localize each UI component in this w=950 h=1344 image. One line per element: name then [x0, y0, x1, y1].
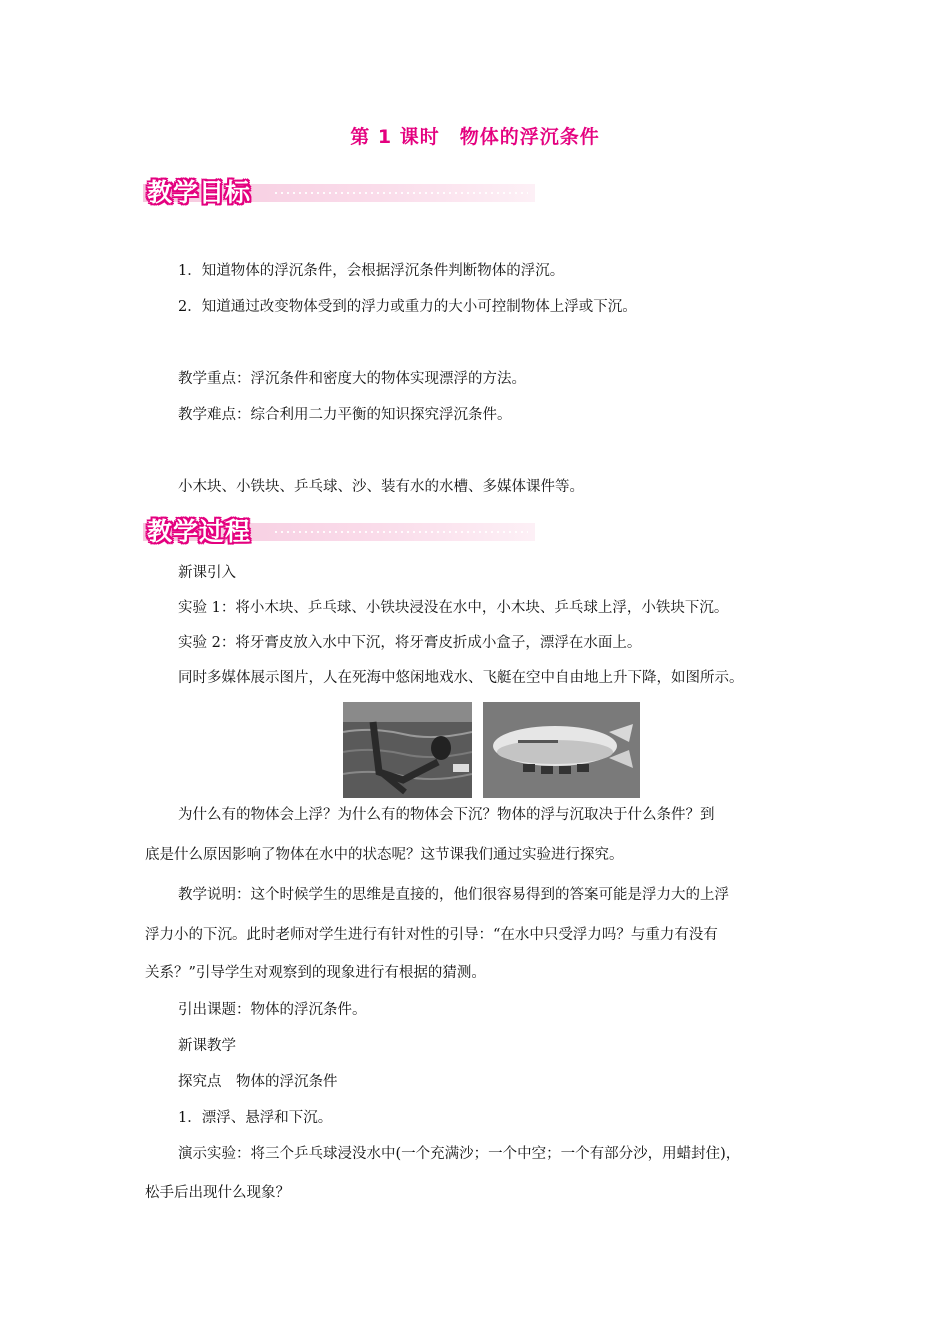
note-line-3: 关系？”引导学生对观察到的现象进行有根据的猜测。 [145, 965, 486, 981]
key-point: 教学重点：浮沉条件和密度大的物体实现漂浮的方法。 [178, 371, 526, 387]
banner-dots [273, 192, 528, 194]
question-line-1: 为什么有的物体会上浮？为什么有的物体会下沉？物体的浮与沉取决于什么条件？到 [178, 807, 715, 823]
materials: 小木块、小铁块、乒乓球、沙、装有水的水槽、多媒体课件等。 [178, 479, 584, 495]
demo-line-1: 演示实验：将三个乒乓球浸没水中(一个充满沙；一个中空；一个有部分沙，用蜡封住)， [178, 1146, 741, 1162]
media-description: 同时多媒体展示图片，人在死海中悠闲地戏水、飞艇在空中自由地上升下降，如图所示。 [178, 670, 744, 686]
demo-line-2: 松手后出现什么现象？ [145, 1185, 290, 1201]
intro-heading: 新课引入 [178, 565, 236, 581]
question-line-2: 底是什么原因影响了物体在水中的状态呢？这节课我们通过实验进行探究。 [145, 847, 624, 863]
note-line-1: 教学说明：这个时候学生的思维是直接的，他们很容易得到的答案可能是浮力大的上浮 [178, 887, 729, 903]
objective-1: 1．知道物体的浮沉条件，会根据浮沉条件判断物体的浮沉。 [178, 263, 565, 279]
item-1: 1．漂浮、悬浮和下沉。 [178, 1110, 333, 1126]
dead-sea-photo [343, 702, 472, 798]
teaching-heading: 新课教学 [178, 1038, 236, 1054]
experiment-1: 实验 1：将小木块、乒乓球、小铁块浸没在水中，小木块、乒乓球上浮，小铁块下沉。 [178, 600, 729, 616]
note-line-2: 浮力小的下沉。此时老师对学生进行有针对性的引导：“在水中只受浮力吗？与重力有没有 [145, 927, 718, 943]
process-banner-label: 教学过程 [147, 517, 252, 546]
process-banner [143, 511, 535, 551]
objectives-banner [143, 172, 535, 212]
banner-dots [273, 531, 528, 533]
explore-point: 探究点 物体的浮沉条件 [178, 1074, 338, 1090]
objective-2: 2．知道通过改变物体受到的浮力或重力的大小可控制物体上浮或下沉。 [178, 299, 637, 315]
page-title: 第 1 课时 物体的浮沉条件 [350, 126, 600, 148]
difficulty: 教学难点：综合利用二力平衡的知识探究浮沉条件。 [178, 407, 512, 423]
experiment-2: 实验 2：将牙膏皮放入水中下沉，将牙膏皮折成小盒子，漂浮在水面上。 [178, 635, 642, 651]
figure-pair [343, 702, 643, 798]
airship-photo [483, 702, 640, 798]
topic: 引出课题：物体的浮沉条件。 [178, 1002, 367, 1018]
objectives-banner-label: 教学目标 [147, 178, 252, 207]
